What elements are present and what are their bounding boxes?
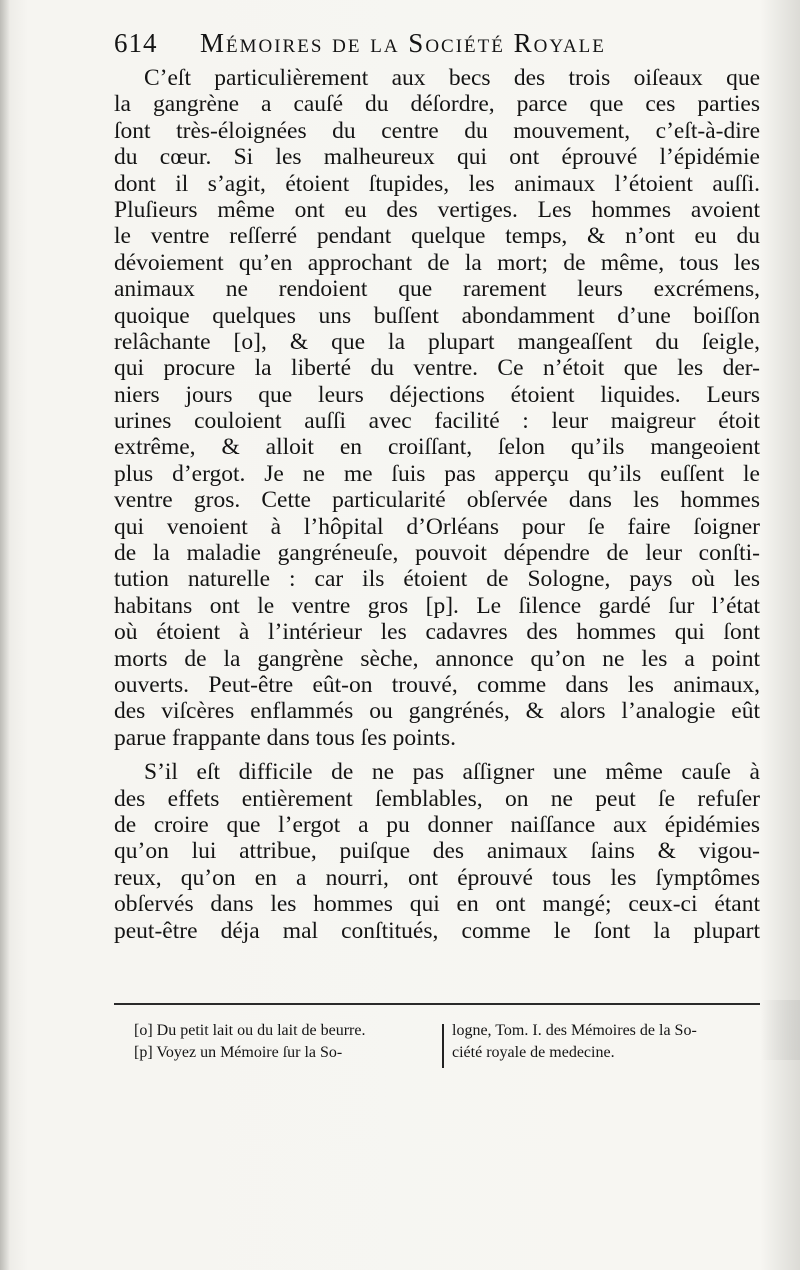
text-line: obſervés dans les hommes qui en ont mangé; ceux-ci étant [114, 891, 760, 918]
paragraph-2 [114, 759, 760, 944]
footnotes-right-column [452, 1020, 772, 1064]
text-line: des viſcères enflammés ou gangrénés, & alors l’analogie eût [114, 698, 760, 725]
text-line: S’il eſt difficile de ne pas aſſigner une même cauſe à [144, 759, 760, 786]
footnote-p-continued: ciété royale de medecine. [452, 1044, 615, 1061]
text-line: de croire que l’ergot a pu donner naiſſance aux épidémies [114, 811, 760, 838]
text-line: Pluſieurs même ont eu des vertiges. Les hommes avoient [114, 196, 760, 223]
footnote-rule [114, 1003, 760, 1005]
text-line: dévoiement qu’en approchant de la mort; de même, tous les [114, 249, 760, 276]
text-line: relâchante [o], & que la plupart mangeaſſent du ſeigle, [114, 328, 760, 355]
text-line: niers jours que leurs déjections étoient liquides. Leurs [114, 381, 760, 408]
show-through-bleed [760, 1000, 800, 1060]
text-line: ventre gros. Cette particularité obſervée dans les hommes [114, 487, 760, 514]
text-line: tution naturelle : car ils étoient de Sologne, pays où les [114, 566, 760, 593]
text-line: C’eſt particulièrement aux becs des trois oiſeaux que [144, 65, 760, 91]
footnote-p-continued: logne, Tom. I. des Mémoires de la So- [452, 1022, 697, 1039]
text-line: ſont très-éloignées du centre du mouvement, c’eſt-à-dire [114, 117, 760, 144]
text-line: du cœur. Si les malheureux qui ont éprouvé l’épidémie [114, 144, 760, 171]
text-line: qu’on lui attribue, puiſque des animaux ſains & vigou- [114, 838, 760, 865]
text-line: de la maladie gangréneuſe, pouvoit dépendre de leur conſti- [114, 540, 760, 567]
text-line: des effets entièrement ſemblables, on ne peut ſe refuſer [114, 785, 760, 812]
text-line: qui venoient à l’hôpital d’Orléans pour ſe faire ſoigner [114, 513, 760, 540]
text-line: ouverts. Peut-être eût-on trouvé, comme dans les animaux, [114, 671, 760, 698]
footnotes-left-column [134, 1020, 439, 1064]
text-line: dont il s’agit, étoient ſtupides, les animaux l’étoient auſſi. [114, 170, 760, 197]
text-line: qui procure la liberté du ventre. Ce n’étoit que les der- [114, 355, 760, 382]
text-line: parue frappante dans tous ſes points. [114, 724, 456, 751]
text-line: habitans ont le ventre gros [p]. Le ſilence gardé ſur l’état [114, 592, 760, 619]
text-line: plus d’ergot. Je ne me ſuis pas apperçu qu’ils euſſent le [114, 460, 760, 487]
text-line: quoique quelques uns buſſent abondamment d’une boiſſon [114, 302, 760, 329]
binding-shadow [0, 0, 10, 1270]
text-line: la gangrène a cauſé du déſordre, parce que ces parties [114, 91, 760, 118]
text-line: extrême, & alloit en croiſſant, ſelon qu’ils mangeoient [114, 434, 760, 461]
body-text [114, 65, 760, 944]
text-line: où étoient à l’intérieur les cadavres des hommes qui ſont [114, 619, 760, 646]
footnote-column-divider [442, 1024, 444, 1068]
text-line: animaux ne rendoient que rarement leurs excrémens, [114, 276, 760, 303]
paragraph-1 [114, 65, 760, 751]
text-line: morts de la gangrène sèche, annonce qu’on ne les a point [114, 645, 760, 672]
paragraph-gap [114, 751, 760, 759]
page-number: 614 [114, 28, 158, 58]
text-line: reux, qu’on en a nourri, ont éprouvé tous les ſymptômes [114, 864, 760, 891]
footnote-p: [p] Voyez un Mémoire ſur la So- [134, 1044, 343, 1061]
footnote-o: [o] Du petit lait ou du lait de beurre. [134, 1022, 366, 1039]
text-line: le ventre reſſerré pendant quelque temps, & n’ont eu du [114, 223, 760, 250]
text-line: peut-être déja mal conſtitués, comme le ſont la plupart [114, 917, 760, 944]
text-line: urines couloient auſſi avec facilité : leur maigreur étoit [114, 408, 760, 435]
running-title: Mémoires de la Société Royale [200, 28, 606, 58]
running-head [114, 26, 674, 62]
